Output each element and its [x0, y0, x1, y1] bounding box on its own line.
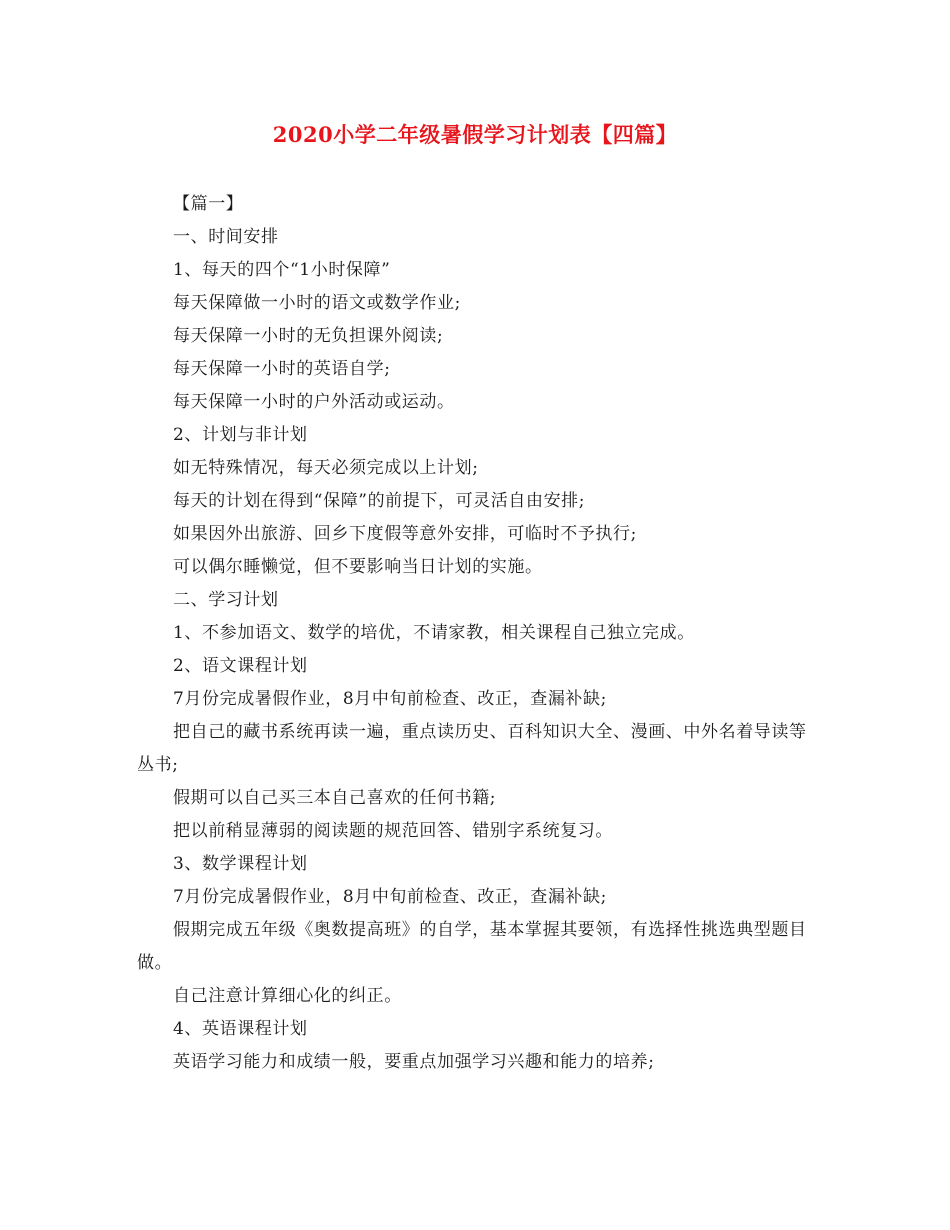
paragraph: 把以前稍显薄弱的阅读题的规范回答、错别字系统复习。	[173, 821, 613, 841]
document-body	[137, 188, 817, 1079]
subheading-english-plan: 4、英语课程计划	[173, 1019, 308, 1039]
document-title: 2020小学二年级暑假学习计划表【四篇】	[272, 122, 678, 147]
subheading-daily-hours: 1、每天的四个“1小时保障”	[173, 260, 391, 280]
paragraph: 7月份完成暑假作业，8月中旬前检查、改正，查漏补缺;	[173, 887, 607, 907]
paragraph: 7月份完成暑假作业，8月中旬前检查、改正，查漏补缺;	[173, 689, 607, 709]
paragraph: 英语学习能力和成绩一般，要重点加强学习兴趣和能力的培养;	[173, 1052, 655, 1072]
section-heading-part-one: 【篇一】	[173, 194, 244, 214]
paragraph: 自己注意计算细心化的纠正。	[173, 986, 402, 1006]
paragraph: 每天保障做一小时的语文或数学作业;	[173, 293, 461, 313]
paragraph: 假期完成五年级《奥数提高班》的自学，基本掌握其要领，有选择性挑选典型题目做。	[137, 920, 807, 973]
subheading-plan-nonplan: 2、计划与非计划	[173, 425, 308, 445]
paragraph: 每天的计划在得到“保障”的前提下，可灵活自由安排;	[173, 491, 586, 511]
subheading-chinese-plan: 2、语文课程计划	[173, 656, 308, 676]
paragraph: 可以偶尔睡懒觉，但不要影响当日计划的实施。	[173, 557, 543, 577]
heading-time-arrangement: 一、时间安排	[173, 227, 279, 247]
subheading-math-plan: 3、数学课程计划	[173, 854, 308, 874]
paragraph: 如无特殊情况，每天必须完成以上计划;	[173, 458, 479, 478]
heading-study-plan: 二、学习计划	[173, 590, 279, 610]
paragraph: 每天保障一小时的户外活动或运动。	[173, 392, 455, 412]
paragraph: 如果因外出旅游、回乡下度假等意外安排，可临时不予执行;	[173, 524, 637, 544]
paragraph: 每天保障一小时的英语自学;	[173, 359, 391, 379]
paragraph: 每天保障一小时的无负担课外阅读;	[173, 326, 444, 346]
paragraph: 假期可以自己买三本自己喜欢的任何书籍;	[173, 788, 497, 808]
paragraph: 1、不参加语文、数学的培优，不请家教，相关课程自己独立完成。	[173, 623, 695, 643]
paragraph: 把自己的藏书系统再读一遍，重点读历史、百科知识大全、漫画、中外名着导读等丛书;	[137, 722, 807, 775]
